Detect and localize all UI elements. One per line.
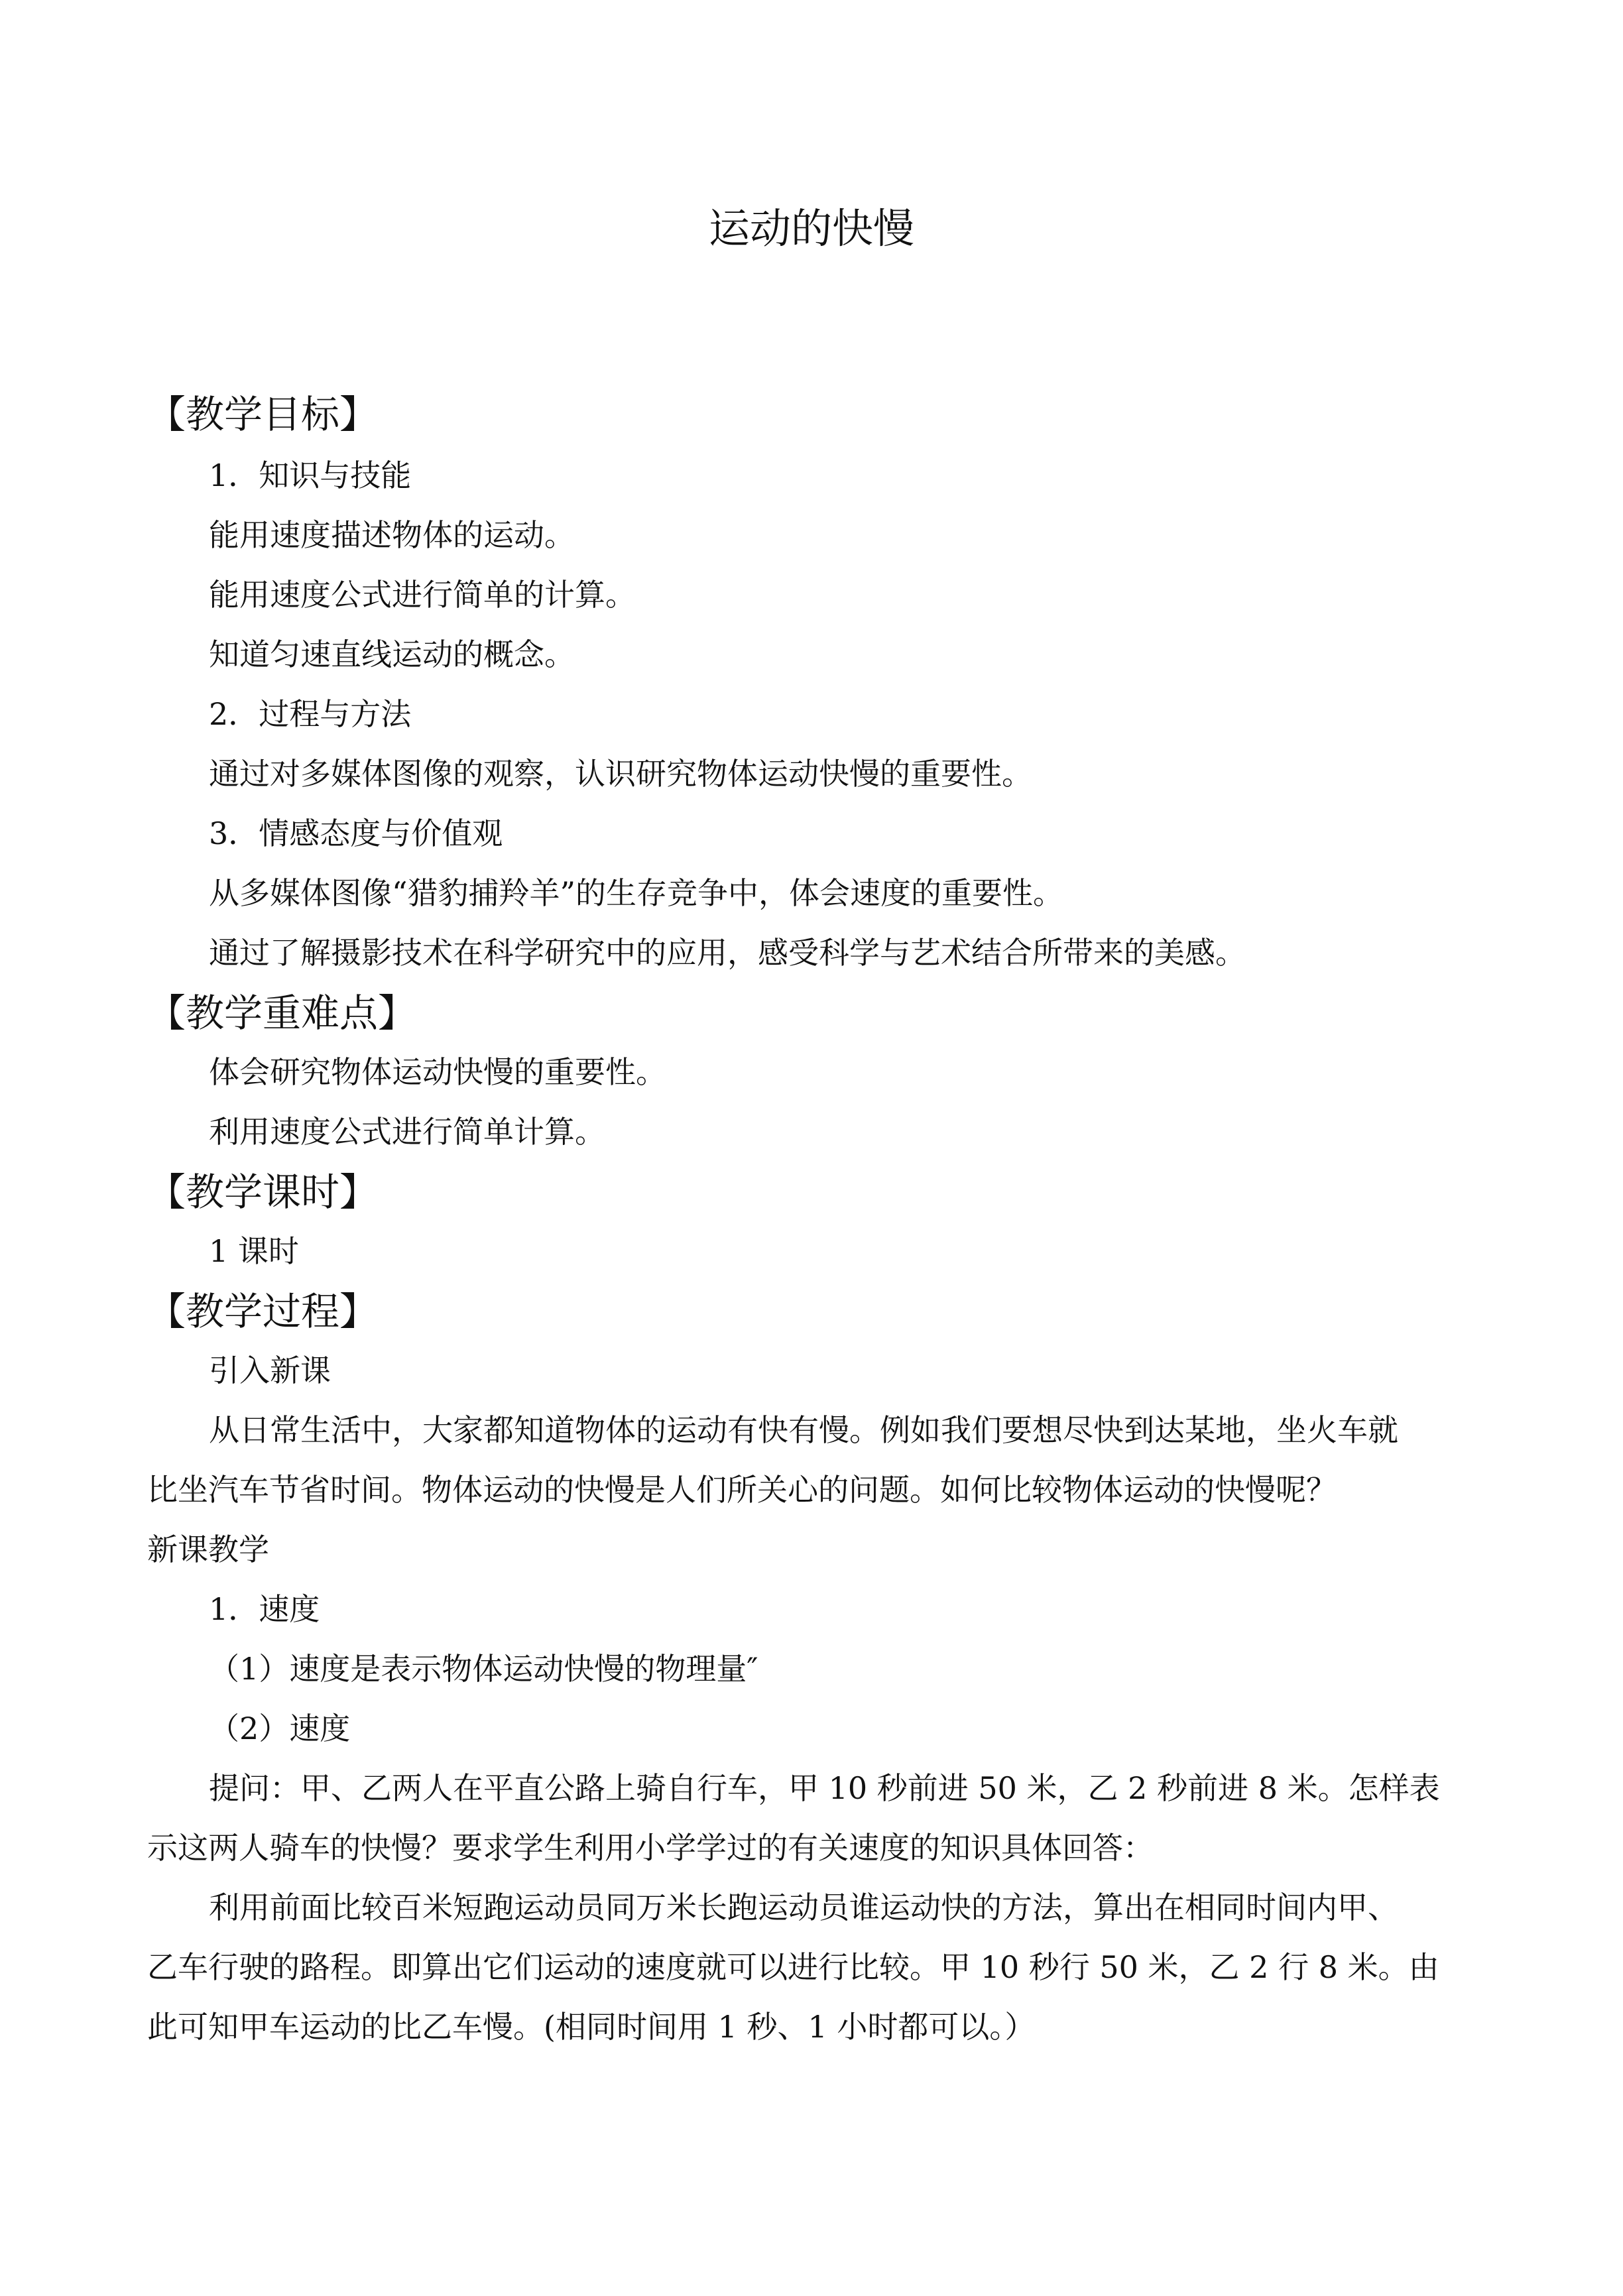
intro-line: 从日常生活中，大家都知道物体的运动有快有慢。例如我们要想尽快到达某地，坐火车就 (209, 1412, 1398, 1448)
heading-process: 【教学过程】 (147, 1289, 379, 1334)
question-line: 示这两人骑车的快慢？要求学生利用小学学过的有关速度的知识具体回答： (147, 1830, 1154, 1866)
question-line: 提问：甲、乙两人在平直公路上骑自行车，甲 10 秒前进 50 米，乙 2 秒前进 8 米。怎样表 (209, 1770, 1440, 1806)
objective-process-label: 2．过程与方法 (209, 696, 412, 732)
objective-knowledge-item: 能用速度描述物体的运动。 (209, 517, 575, 553)
new-lesson-label: 新课教学 (147, 1532, 269, 1567)
objective-emotion-label: 3．情感态度与价值观 (209, 816, 503, 851)
objective-emotion-item: 从多媒体图像“猎豹捕羚羊”的生存竞争中，体会速度的重要性。 (209, 875, 1064, 911)
key-point-item: 体会研究物体运动快慢的重要性。 (209, 1054, 666, 1090)
objective-knowledge-item: 能用速度公式进行简单的计算。 (209, 577, 636, 613)
speed-definition: （1）速度是表示物体运动快慢的物理量″ (209, 1651, 758, 1687)
document-title: 运动的快慢 (708, 204, 914, 253)
intro-label: 引入新课 (209, 1353, 331, 1388)
objective-emotion-item: 通过了解摄影技术在科学研究中的应用，感受科学与艺术结合所带来的美感。 (209, 935, 1246, 971)
heading-key-points: 【教学重难点】 (147, 991, 417, 1036)
heading-objectives: 【教学目标】 (147, 392, 379, 437)
objective-knowledge-item: 知道匀速直线运动的概念。 (209, 636, 575, 672)
speed-label: 1．速度 (209, 1591, 320, 1627)
intro-line: 比坐汽车节省时间。物体运动的快慢是人们所关心的问题。如何比较物体运动的快慢呢？ (147, 1472, 1337, 1508)
speed-subitem: （2）速度 (209, 1711, 351, 1746)
periods-value: 1 课时 (209, 1233, 299, 1269)
objective-process-item: 通过对多媒体图像的观察，认识研究物体运动快慢的重要性。 (209, 756, 1032, 792)
answer-line: 乙车行驶的路程。即算出它们运动的速度就可以进行比较。甲 10 秒行 50 米，乙 2 行 8 米。由 (147, 1949, 1439, 1985)
answer-line: 利用前面比较百米短跑运动员同万米长跑运动员谁运动快的方法，算出在相同时间内甲、 (209, 1890, 1398, 1925)
heading-periods: 【教学课时】 (147, 1170, 379, 1215)
key-point-item: 利用速度公式进行简单计算。 (209, 1114, 605, 1150)
answer-line: 此可知甲车运动的比乙车慢。(相同时间用 1 秒、1 小时都可以。） (147, 2009, 1036, 2045)
objective-knowledge-label: 1．知识与技能 (209, 457, 412, 493)
